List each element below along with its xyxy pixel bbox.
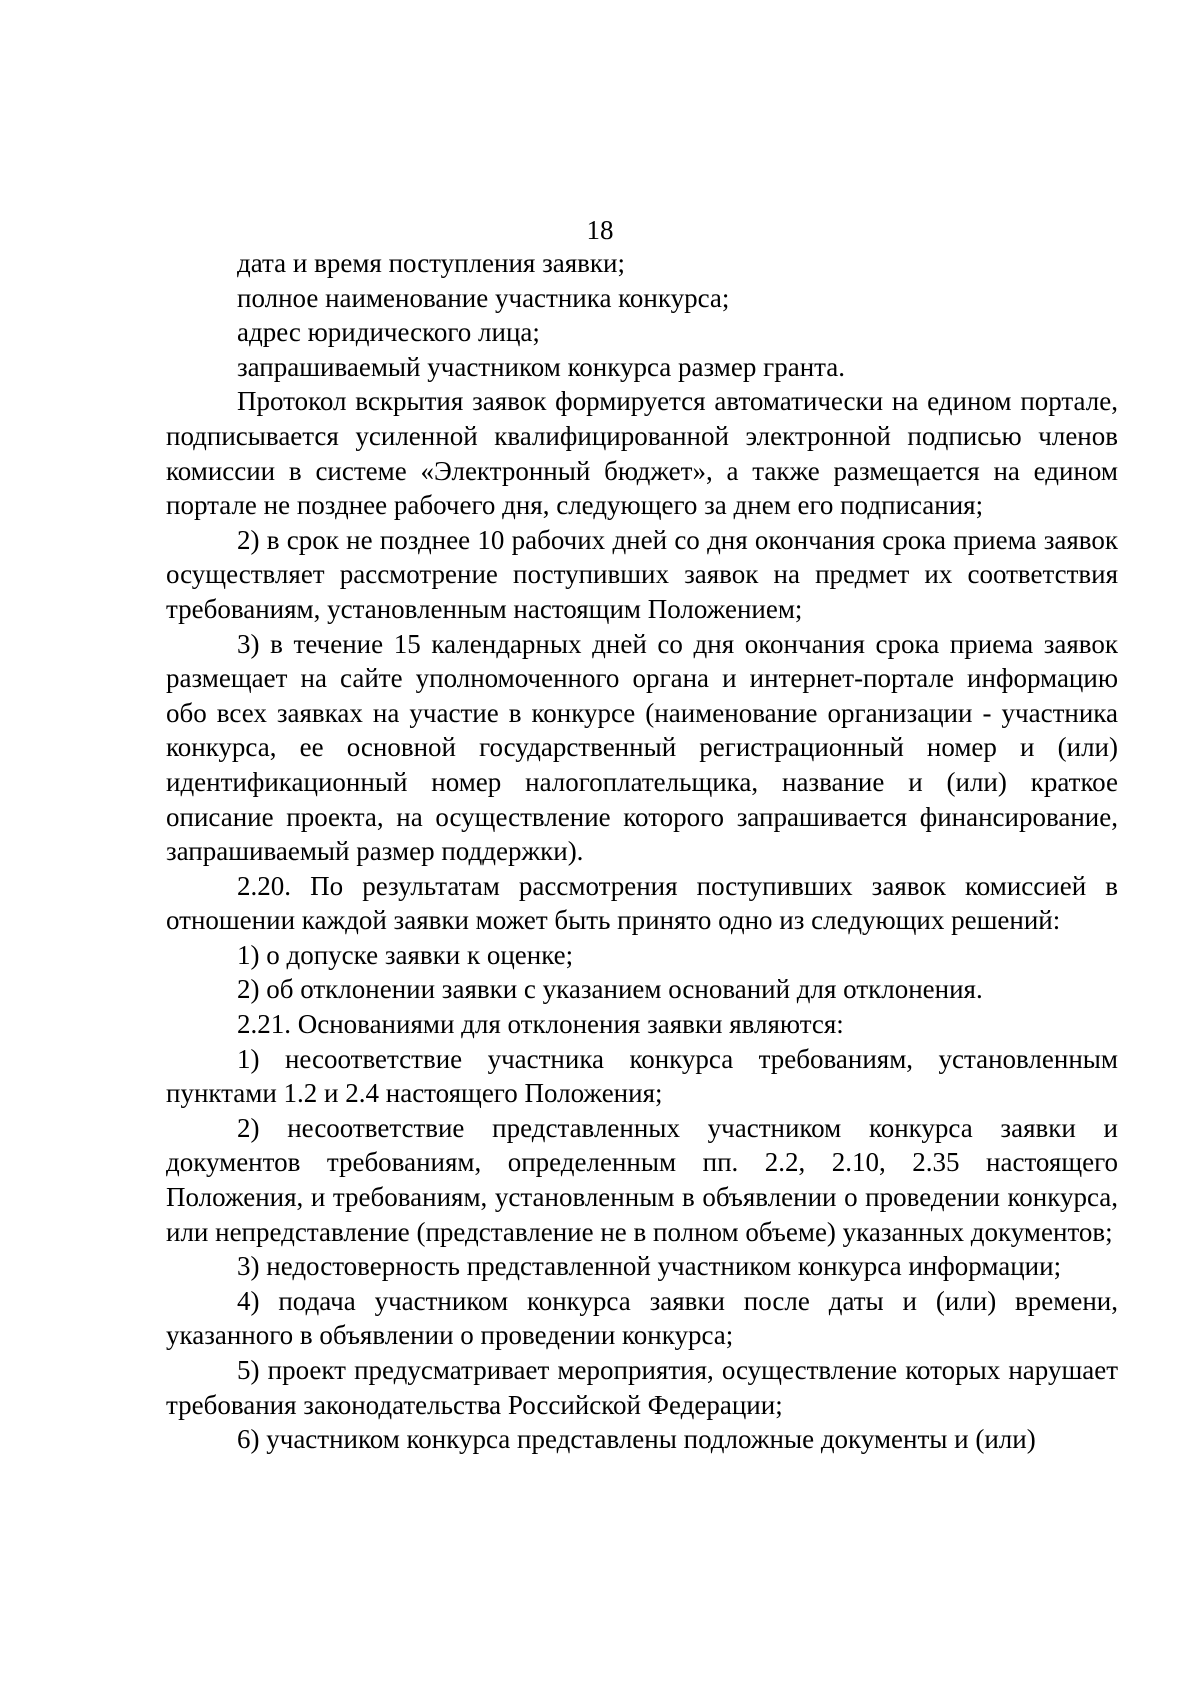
paragraph: 3) недостоверность представленной участником конкурса информации;	[237, 1251, 1062, 1282]
paragraph: 2.21. Основаниями для отклонения заявки являются:	[237, 1009, 844, 1040]
paragraph: 2.20. По результатам рассмотрения поступивших заявок комиссией в отношении каждой заявки может быть принято одно из следующих решений:	[166, 870, 1118, 936]
paragraph: 1) несоответствие участника конкурса требованиям, установленным пунктами 1.2 и 2.4 настоящего Положения;	[166, 1043, 1118, 1109]
paragraph: запрашиваемый участником конкурса размер гранта.	[237, 351, 846, 382]
page-number: 18	[586, 215, 614, 245]
paragraph: 4) подача участником конкурса заявки после даты и (или) времени, указанного в объявлении о проведении конкурса;	[166, 1285, 1118, 1351]
paragraph: Протокол вскрытия заявок формируется автоматически на едином портале, подписывается усиленной квалифицированной электронной подписью членов комиссии в системе «Электронный бюджет», а также размещается на едином портале не позднее рабочего дня, следующего за днем его подписания;	[166, 386, 1118, 521]
paragraph: 2) в срок не позднее 10 рабочих дней со дня окончания срока приема заявок осуществляет рассмотрение поступивших заявок на предмет их соответствия требованиям, установленным настоящим Положением;	[166, 524, 1118, 624]
paragraph: 6) участником конкурса представлены подложные документы и (или)	[237, 1424, 1036, 1455]
document-body	[166, 246, 1118, 1457]
paragraph: 2) несоответствие представленных участником конкурса заявки и документов требованиям, определенным пп. 2.2, 2.10, 2.35 настоящего Положения, и требованиям, установленным в объявлении о проведении конкурса, или непредставление (представление не в полном объеме) указанных документов;	[166, 1112, 1118, 1247]
paragraph: 1) о допуске заявки к оценке;	[237, 939, 574, 970]
paragraph: полное наименование участника конкурса;	[237, 282, 730, 313]
paragraph: дата и время поступления заявки;	[237, 248, 625, 278]
paragraph: 3) в течение 15 календарных дней со дня окончания срока приема заявок размещает на сайте уполномоченного органа и интернет-портале информацию обо всех заявках на участие в конкурсе (наименование организации - участника конкурса, ее основной государственный регистрационный номер и (или) идентификационный номер налогоплательщика, название и (или) краткое описание проекта, на осуществление которого запрашивается финансирование, запрашиваемый размер поддержки).	[166, 628, 1118, 867]
paragraph: 5) проект предусматривает мероприятия, осуществление которых нарушает требования законодательства Российской Федерации;	[166, 1355, 1118, 1420]
paragraph: адрес юридического лица;	[237, 317, 540, 348]
paragraph: 2) об отклонении заявки с указанием оснований для отклонения.	[237, 974, 983, 1005]
